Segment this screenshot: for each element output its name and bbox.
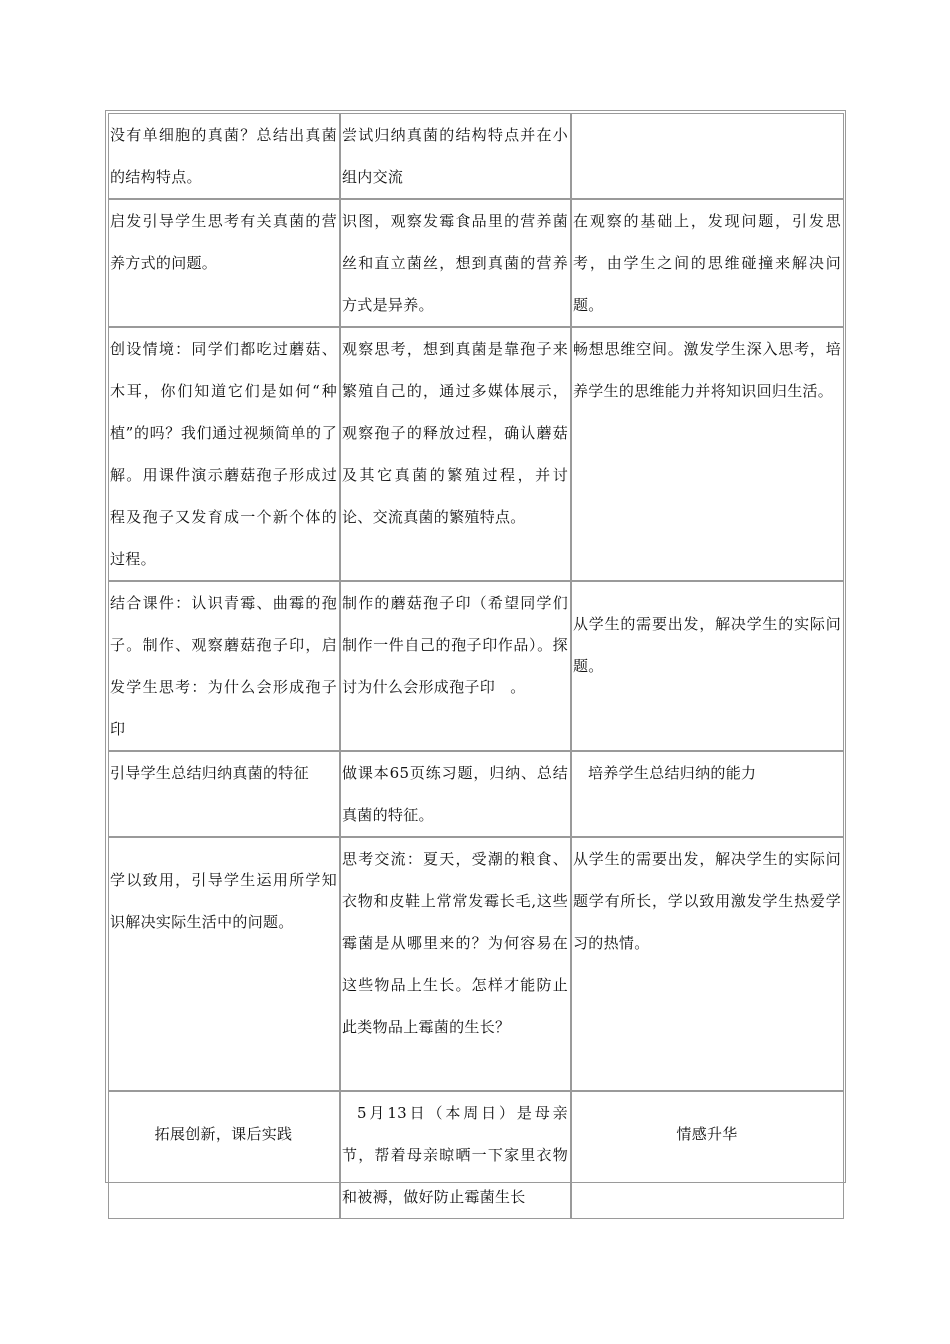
design-intent-cell: 情感升华 [571,1091,844,1219]
design-intent-cell [571,113,844,199]
student-activity-cell: 制作的蘑菇孢子印（希望同学们制作一件自己的孢子印作品）。探讨为什么会形成孢子印 。 [340,581,571,751]
teacher-activity-cell: 学以致用，引导学生运用所学知识解决实际生活中的问题。 [108,837,340,1091]
student-activity-cell: 思考交流：夏天，受潮的粮食、衣物和皮鞋上常常发霉长毛,这些霉菌是从哪里来的？为何容易在这些物品上生长。怎样才能防止此类物品上霉菌的生长？ [340,837,571,1091]
table-row [108,327,844,581]
teacher-activity-cell: 结合课件：认识青霉、曲霉的孢子。制作、观察蘑菇孢子印，启发学生思考：为什么会形成孢子印 [108,581,340,751]
student-activity-cell: 观察思考，想到真菌是靠孢子来繁殖自己的，通过多媒体展示，观察孢子的释放过程，确认蘑菇及其它真菌的繁殖过程，并讨论、交流真菌的繁殖特点。 [340,327,571,581]
design-intent-cell: 畅想思维空间。激发学生深入思考，培养学生的思维能力并将知识回归生活。 [571,327,844,581]
table-row [108,751,844,837]
design-intent-cell: 培养学生总结归纳的能力 [571,751,844,837]
student-activity-cell: 识图，观察发霉食品里的营养菌丝和直立菌丝，想到真菌的营养方式是异养。 [340,199,571,327]
teacher-activity-cell: 创设情境：同学们都吃过蘑菇、木耳，你们知道它们是如何“种植”的吗？我们通过视频简单的了解。用课件演示蘑菇孢子形成过程及孢子又发育成一个新个体的过程。 [108,327,340,581]
teacher-activity-cell: 引导学生总结归纳真菌的特征 [108,751,340,837]
design-intent-cell: 从学生的需要出发，解决学生的实际问题学有所长，学以致用激发学生热爱学习的热情。 [571,837,844,1091]
teacher-activity-cell: 拓展创新，课后实践 [108,1091,340,1219]
lesson-plan-table [108,113,844,1219]
teacher-activity-cell: 没有单细胞的真菌？总结出真菌的结构特点。 [108,113,340,199]
table-row [108,581,844,751]
table-row [108,199,844,327]
design-intent-cell: 在观察的基础上，发现问题，引发思考，由学生之间的思维碰撞来解决问题。 [571,199,844,327]
table-row [108,1091,844,1219]
student-activity-cell: 尝试归纳真菌的结构特点并在小组内交流 [340,113,571,199]
student-activity-cell: 5月13日（本周日）是母亲节，帮着母亲晾晒一下家里衣物和被褥，做好防止霉菌生长 [340,1091,571,1219]
teacher-activity-cell: 启发引导学生思考有关真菌的营养方式的问题。 [108,199,340,327]
design-intent-cell: 从学生的需要出发，解决学生的实际问题。 [571,581,844,751]
student-activity-cell: 做课本65页练习题，归纳、总结真菌的特征。 [340,751,571,837]
table-row [108,837,844,1091]
table-row [108,113,844,199]
